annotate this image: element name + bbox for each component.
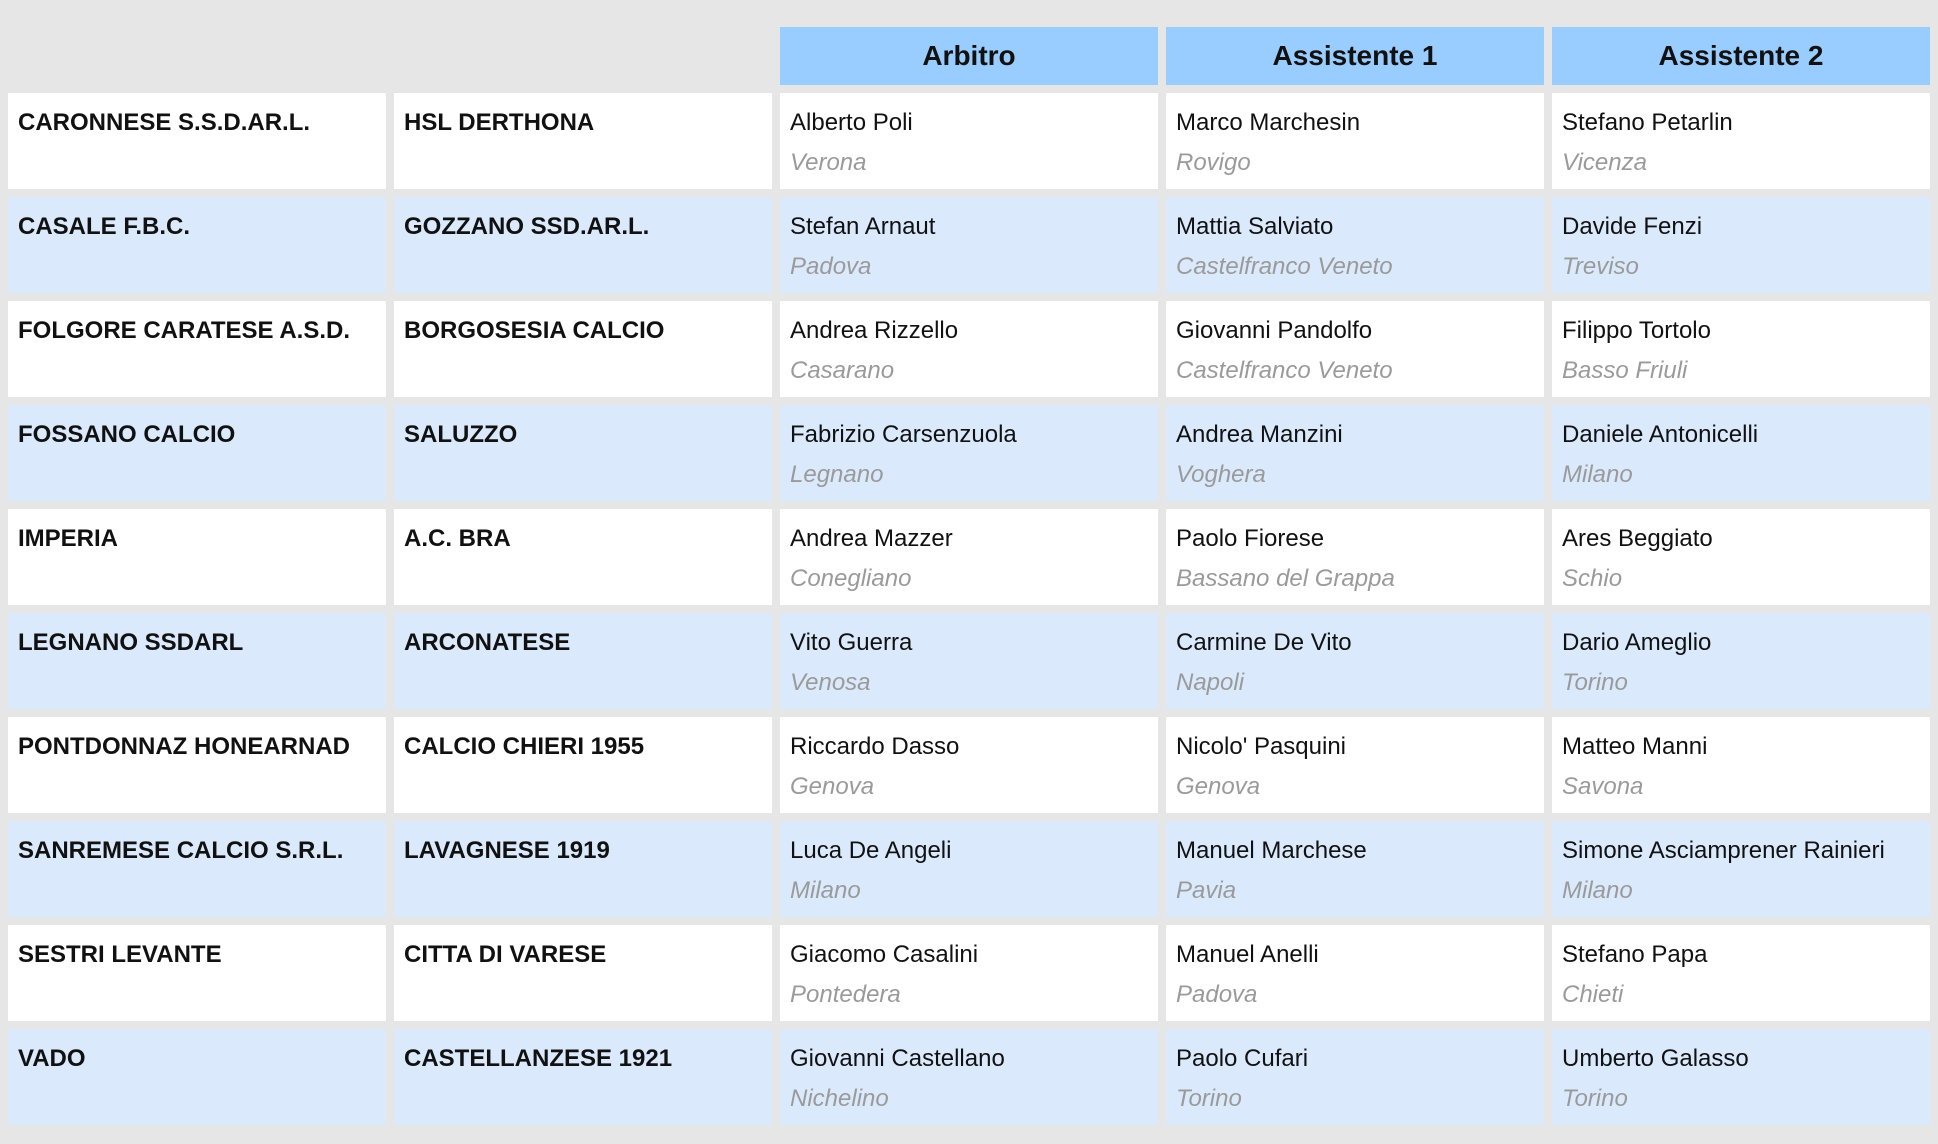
away-team-cell [394, 93, 772, 189]
assistant-2-cell [1552, 925, 1930, 1021]
away-team: HSL DERTHONA [404, 109, 595, 136]
assistant-1-name: Marco Marchesin [1176, 109, 1361, 136]
referee-name: Stefan Arnaut [790, 213, 936, 240]
table-row [8, 925, 1930, 1021]
away-team: CALCIO CHIERI 1955 [404, 733, 645, 760]
away-team-cell [394, 509, 772, 605]
referee-cell [780, 717, 1158, 813]
header-away-team [394, 27, 772, 85]
away-team-cell [394, 405, 772, 501]
assistant-1-city: Voghera [1176, 461, 1266, 488]
assistant-2-name: Stefano Papa [1562, 941, 1708, 968]
referee-name: Fabrizio Carsenzuola [790, 421, 1017, 448]
away-team-cell [394, 925, 772, 1021]
referee-cell [780, 301, 1158, 397]
header-assistant-1: Assistente 1 [1166, 27, 1544, 85]
assistant-1-cell [1166, 197, 1544, 293]
assistant-1-city: Castelfranco Veneto [1176, 357, 1393, 384]
assistant-2-cell [1552, 613, 1930, 709]
assistant-2-name: Stefano Petarlin [1562, 109, 1733, 136]
home-team-cell [8, 301, 386, 397]
header-assistant-2: Assistente 2 [1552, 27, 1930, 85]
away-team: ARCONATESE [404, 629, 571, 656]
assistant-1-name: Nicolo' Pasquini [1176, 733, 1347, 760]
referee-assignments-table [0, 19, 1938, 1133]
table-row [8, 613, 1930, 709]
header-row [8, 27, 1930, 85]
assistant-1-cell [1166, 1029, 1544, 1125]
referee-city: Milano [790, 877, 861, 904]
assistant-1-name: Paolo Cufari [1176, 1045, 1309, 1072]
referee-cell [780, 197, 1158, 293]
away-team: LAVAGNESE 1919 [404, 837, 610, 864]
assistant-2-city: Savona [1562, 773, 1644, 800]
assistant-1-cell [1166, 821, 1544, 917]
referee-name: Giacomo Casalini [790, 941, 979, 968]
referee-name: Giovanni Castellano [790, 1045, 1005, 1072]
table-row [8, 301, 1930, 397]
referee-cell [780, 925, 1158, 1021]
home-team-cell [8, 717, 386, 813]
assistant-1-cell [1166, 509, 1544, 605]
assistant-2-city: Milano [1562, 461, 1633, 488]
home-team: LEGNANO SSDARL [18, 629, 244, 656]
home-team: FOSSANO CALCIO [18, 421, 236, 448]
table-row [8, 405, 1930, 501]
away-team-cell [394, 613, 772, 709]
assistant-2-cell [1552, 301, 1930, 397]
away-team: CASTELLANZESE 1921 [404, 1045, 673, 1072]
referee-city: Verona [790, 149, 867, 176]
referee-city: Pontedera [790, 981, 901, 1008]
home-team: SESTRI LEVANTE [18, 941, 222, 968]
assistant-2-city: Schio [1562, 565, 1623, 592]
assistant-1-cell [1166, 93, 1544, 189]
header-home-team [8, 27, 386, 85]
referee-cell [780, 821, 1158, 917]
home-team: PONTDONNAZ HONEARNAD [18, 733, 350, 760]
away-team-cell [394, 717, 772, 813]
away-team: SALUZZO [404, 421, 518, 448]
assistant-2-cell [1552, 821, 1930, 917]
table-row [8, 717, 1930, 813]
assistant-1-name: Carmine De Vito [1176, 629, 1352, 656]
assistant-2-cell [1552, 717, 1930, 813]
table-row [8, 1029, 1930, 1125]
assistant-1-cell [1166, 717, 1544, 813]
home-team: CASALE F.B.C. [18, 213, 191, 240]
assistant-2-cell [1552, 1029, 1930, 1125]
header-referee: Arbitro [780, 27, 1158, 85]
home-team: CARONNESE S.S.D.AR.L. [18, 109, 311, 136]
assistant-2-name: Davide Fenzi [1562, 213, 1703, 240]
referee-city: Legnano [790, 461, 884, 488]
referee-city: Padova [790, 253, 872, 280]
away-team: BORGOSESIA CALCIO [404, 317, 665, 344]
assistant-2-cell [1552, 405, 1930, 501]
assistant-2-city: Torino [1562, 669, 1628, 696]
assistant-1-name: Manuel Anelli [1176, 941, 1319, 968]
home-team: VADO [18, 1045, 86, 1072]
assistant-1-city: Torino [1176, 1085, 1242, 1112]
home-team-cell [8, 509, 386, 605]
away-team: A.C. BRA [404, 525, 511, 552]
referee-name: Alberto Poli [790, 109, 913, 136]
assistant-1-name: Andrea Manzini [1176, 421, 1343, 448]
home-team-cell [8, 405, 386, 501]
assistant-2-city: Treviso [1562, 253, 1639, 280]
table-body [8, 93, 1930, 1125]
assistant-1-city: Bassano del Grappa [1176, 565, 1395, 592]
assistant-1-name: Paolo Fiorese [1176, 525, 1325, 552]
assistant-2-cell [1552, 509, 1930, 605]
away-team-cell [394, 821, 772, 917]
referee-city: Venosa [790, 669, 871, 696]
home-team-cell [8, 93, 386, 189]
away-team: CITTA DI VARESE [404, 941, 607, 968]
assistant-1-city: Genova [1176, 773, 1261, 800]
referee-cell [780, 613, 1158, 709]
home-team-cell [8, 925, 386, 1021]
away-team: GOZZANO SSD.AR.L. [404, 213, 650, 240]
assistant-1-cell [1166, 925, 1544, 1021]
table-row [8, 93, 1930, 189]
assistant-2-city: Chieti [1562, 981, 1624, 1008]
referee-cell [780, 405, 1158, 501]
assistant-1-cell [1166, 301, 1544, 397]
away-team-cell [394, 1029, 772, 1125]
assistant-2-cell [1552, 93, 1930, 189]
assistant-2-city: Vicenza [1562, 149, 1647, 176]
assistant-1-city: Pavia [1176, 877, 1237, 904]
referee-name: Andrea Rizzello [790, 317, 959, 344]
referee-name: Vito Guerra [790, 629, 913, 656]
assistant-1-city: Castelfranco Veneto [1176, 253, 1393, 280]
assistant-1-city: Napoli [1176, 669, 1245, 696]
table-row [8, 821, 1930, 917]
assistant-2-name: Simone Asciamprener Rainieri [1562, 837, 1885, 864]
assistant-2-name: Filippo Tortolo [1562, 317, 1711, 344]
assistant-2-city: Basso Friuli [1562, 357, 1688, 384]
away-team-cell [394, 301, 772, 397]
assistant-1-cell [1166, 613, 1544, 709]
assistant-1-name: Mattia Salviato [1176, 213, 1334, 240]
referee-city: Nichelino [790, 1085, 889, 1112]
assistant-2-cell [1552, 197, 1930, 293]
referee-cell [780, 93, 1158, 189]
home-team-cell [8, 613, 386, 709]
away-team-cell [394, 197, 772, 293]
assistant-2-name: Matteo Manni [1562, 733, 1708, 760]
table-row [8, 509, 1930, 605]
assistant-1-city: Rovigo [1176, 149, 1251, 176]
referee-name: Luca De Angeli [790, 837, 952, 864]
home-team-cell [8, 1029, 386, 1125]
assistant-1-cell [1166, 405, 1544, 501]
assistant-2-name: Ares Beggiato [1562, 525, 1713, 552]
home-team-cell [8, 821, 386, 917]
referee-cell [780, 509, 1158, 605]
assistant-1-city: Padova [1176, 981, 1258, 1008]
home-team: IMPERIA [18, 525, 119, 552]
referee-name: Andrea Mazzer [790, 525, 953, 552]
referee-cell [780, 1029, 1158, 1125]
assistant-2-city: Milano [1562, 877, 1633, 904]
table-row [8, 197, 1930, 293]
assistant-2-name: Dario Ameglio [1562, 629, 1712, 656]
assistant-1-name: Manuel Marchese [1176, 837, 1367, 864]
home-team: FOLGORE CARATESE A.S.D. [18, 317, 351, 344]
assistant-1-name: Giovanni Pandolfo [1176, 317, 1373, 344]
referee-city: Casarano [790, 357, 895, 384]
assistant-2-name: Daniele Antonicelli [1562, 421, 1759, 448]
assistant-2-name: Umberto Galasso [1562, 1045, 1749, 1072]
home-team: SANREMESE CALCIO S.R.L. [18, 837, 344, 864]
assistant-2-city: Torino [1562, 1085, 1628, 1112]
home-team-cell [8, 197, 386, 293]
referee-city: Conegliano [790, 565, 912, 592]
referee-city: Genova [790, 773, 875, 800]
referee-name: Riccardo Dasso [790, 733, 960, 760]
